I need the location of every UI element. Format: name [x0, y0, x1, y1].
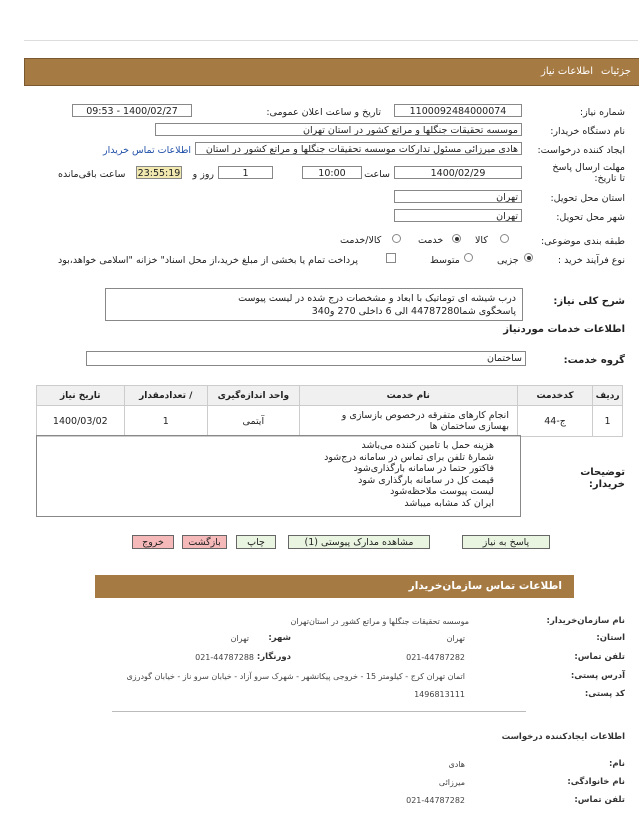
note-line: شمارۀ تلفن برای تماس در سامانه درج‌شود	[324, 451, 494, 463]
row-index: 1	[593, 406, 623, 437]
phone-value: 021-44787282	[406, 653, 465, 662]
requester-phone-label: تلفن تماس:	[574, 795, 625, 805]
postal-label: کد پستی:	[584, 689, 625, 699]
need-number-field: 1100092484000074	[394, 104, 522, 117]
top-divider	[24, 40, 638, 41]
announce-label: تاریخ و ساعت اعلان عمومی:	[266, 107, 381, 118]
buyer-label: نام دستگاه خریدار:	[550, 126, 625, 137]
note-line: قیمت کل در سامانه بارگذاری شود	[358, 474, 494, 486]
org-label: نام سازمان‌خریدار:	[546, 616, 625, 626]
row-date: 1400/03/02	[37, 406, 125, 437]
contact-header	[95, 575, 574, 598]
col-qty: / تعدادمقدار	[124, 386, 207, 406]
buyer-notes-text	[324, 440, 494, 509]
note-line: ایران کد مشابه میباشد	[404, 497, 494, 509]
deadline-time-label: ساعت	[364, 169, 390, 180]
col-date: تاریخ نیاز	[37, 386, 125, 406]
service-group-field: ساختمان	[86, 351, 526, 366]
note-line: لیست پیوست ملاحظه‌شود	[390, 486, 494, 497]
nav-need-info-link[interactable]: اطلاعات نیاز	[541, 66, 593, 77]
contact-divider	[112, 711, 526, 712]
category-option-goods: کالا	[475, 235, 488, 246]
table-row	[37, 406, 623, 437]
requester-family-value: میرزائی	[438, 778, 465, 787]
requester-title: اطلاعات ایجادکننده درخواست	[501, 732, 625, 742]
city-field: تهران	[394, 209, 522, 222]
description-line-2: پاسخگوی شما44787280 الی 6 داخلی 270 و340	[311, 306, 516, 317]
description-line-1: درب شیشه ای توماتیک با ابعاد و مشخصات درج شده در لیست پیوست	[238, 293, 516, 304]
org-value: موسسه تحقیقات جنگلها و مراتع کشور در استان‌تهران	[290, 617, 469, 626]
category-option-service: خدمت	[418, 235, 444, 246]
buyer-contact-link[interactable]: اطلاعات تماس خریدار	[103, 145, 192, 156]
requester-phone-value: 021-44787282	[406, 796, 465, 805]
remaining-label: ساعت باقی‌مانده	[58, 169, 126, 180]
contact-province-label: استان:	[596, 633, 625, 643]
requester-name-label: نام:	[608, 759, 625, 769]
row-name	[299, 406, 517, 437]
row-name-line-1: انجام کارهای متفرقه درخصوص بازسازی و	[341, 410, 509, 421]
buyer-notes-box	[36, 435, 521, 517]
creator-label: ایجاد کننده درخواست:	[537, 145, 625, 156]
reply-button[interactable]: پاسخ به نیاز	[462, 535, 550, 549]
requester-family-label: نام خانوادگی:	[567, 777, 625, 787]
fax-label: دورنگار:	[256, 652, 291, 662]
services-table	[36, 385, 623, 437]
attachments-button[interactable]: مشاهده مدارک پیوستی (1)	[288, 535, 430, 549]
buyer-notes-label: توضیحات خریدار:	[580, 467, 625, 490]
deadline-date-field: 1400/02/29	[394, 166, 522, 179]
process-label: نوع فرآیند خرید :	[557, 255, 625, 266]
services-title: اطلاعات خدمات موردنیاز	[503, 324, 625, 335]
contact-city-label: شهر:	[268, 633, 291, 643]
note-line: هزینه حمل با تامین کننده می‌باشد	[361, 440, 494, 451]
fax-value: 021-44787288	[195, 653, 254, 662]
service-group-label: گروه خدمت:	[563, 355, 625, 366]
postal-value: 1496813111	[414, 690, 465, 699]
province-label: استان محل تحویل:	[550, 193, 625, 204]
creator-field: هادی میرزائی مسئول تدارکات موسسه تحقیقات جنگلها و مراتع کشور در استان	[195, 142, 522, 155]
row-name-line-2: بهسازی ساختمان ها	[429, 421, 509, 432]
need-number-label: شماره نیاز:	[579, 107, 625, 118]
days-label: روز و	[192, 169, 214, 180]
services-table-header	[37, 386, 623, 406]
category-label: طبقه بندی موضوعی:	[540, 236, 625, 247]
print-button[interactable]: چاپ	[236, 535, 276, 549]
address-label: آدرس پستی:	[570, 671, 625, 681]
process-option-medium: متوسط	[430, 255, 460, 266]
address-value: اتمان تهران کرج - کیلومتر 15 - خروجی پیکانشهر - شهرک سرو آزاد - خیابان سرو ناز - خیابان گودرزی	[126, 672, 465, 681]
contact-title: اطلاعات تماس سازمان‌خریدار	[408, 580, 562, 592]
remaining-time-field: 23:55:19	[137, 168, 181, 179]
row-code: ج-44	[517, 406, 592, 437]
treasury-checkbox[interactable]	[386, 253, 396, 263]
back-button[interactable]: بازگشت	[182, 535, 227, 549]
row-unit: آیتمی	[207, 406, 299, 437]
process-radio-minor[interactable]	[524, 253, 533, 262]
process-radio-medium[interactable]	[464, 253, 473, 262]
category-radio-service[interactable]	[452, 234, 461, 243]
category-option-both: کالا/خدمت	[340, 235, 382, 246]
contact-province-value: تهران	[446, 634, 465, 643]
announce-field: 1400/02/27 - 09:53	[72, 104, 192, 117]
payment-note: پرداخت تمام یا بخشی از مبلغ خرید،از محل اسناد" خزانه "اسلامی خواهد،بود	[58, 255, 358, 266]
buyer-field: موسسه تحقیقات جنگلها و مراتع کشور در استان تهران	[155, 123, 522, 136]
phone-label: تلفن تماس:	[574, 652, 625, 662]
contact-city-value: تهران	[230, 634, 249, 643]
col-name: نام خدمت	[299, 386, 517, 406]
col-unit: واحد اندازه‌گیری	[207, 386, 299, 406]
deadline-label: مهلت ارسال پاسخ تا تاریخ:	[552, 162, 625, 184]
province-field: تهران	[394, 190, 522, 203]
process-option-minor: جزیی	[497, 255, 519, 266]
requester-name-value: هادی	[448, 760, 465, 769]
category-radio-goods[interactable]	[500, 234, 509, 243]
exit-button[interactable]: خروج	[132, 535, 174, 549]
category-radio-both[interactable]	[392, 234, 401, 243]
nav-details-link[interactable]: جزئیات	[601, 66, 631, 77]
col-code: کدخدمت	[517, 386, 592, 406]
description-label: شرح کلی نیاز:	[553, 296, 625, 307]
days-field: 1	[218, 166, 273, 179]
nav-bar	[24, 58, 639, 86]
deadline-time-field: 10:00	[302, 166, 362, 179]
city-label: شهر محل تحویل:	[556, 212, 625, 223]
row-qty: 1	[124, 406, 207, 437]
col-index: ردیف	[593, 386, 623, 406]
note-line: فاکتور حتما در سامانه بارگذاری‌شود	[353, 463, 494, 474]
description-box	[105, 288, 523, 321]
